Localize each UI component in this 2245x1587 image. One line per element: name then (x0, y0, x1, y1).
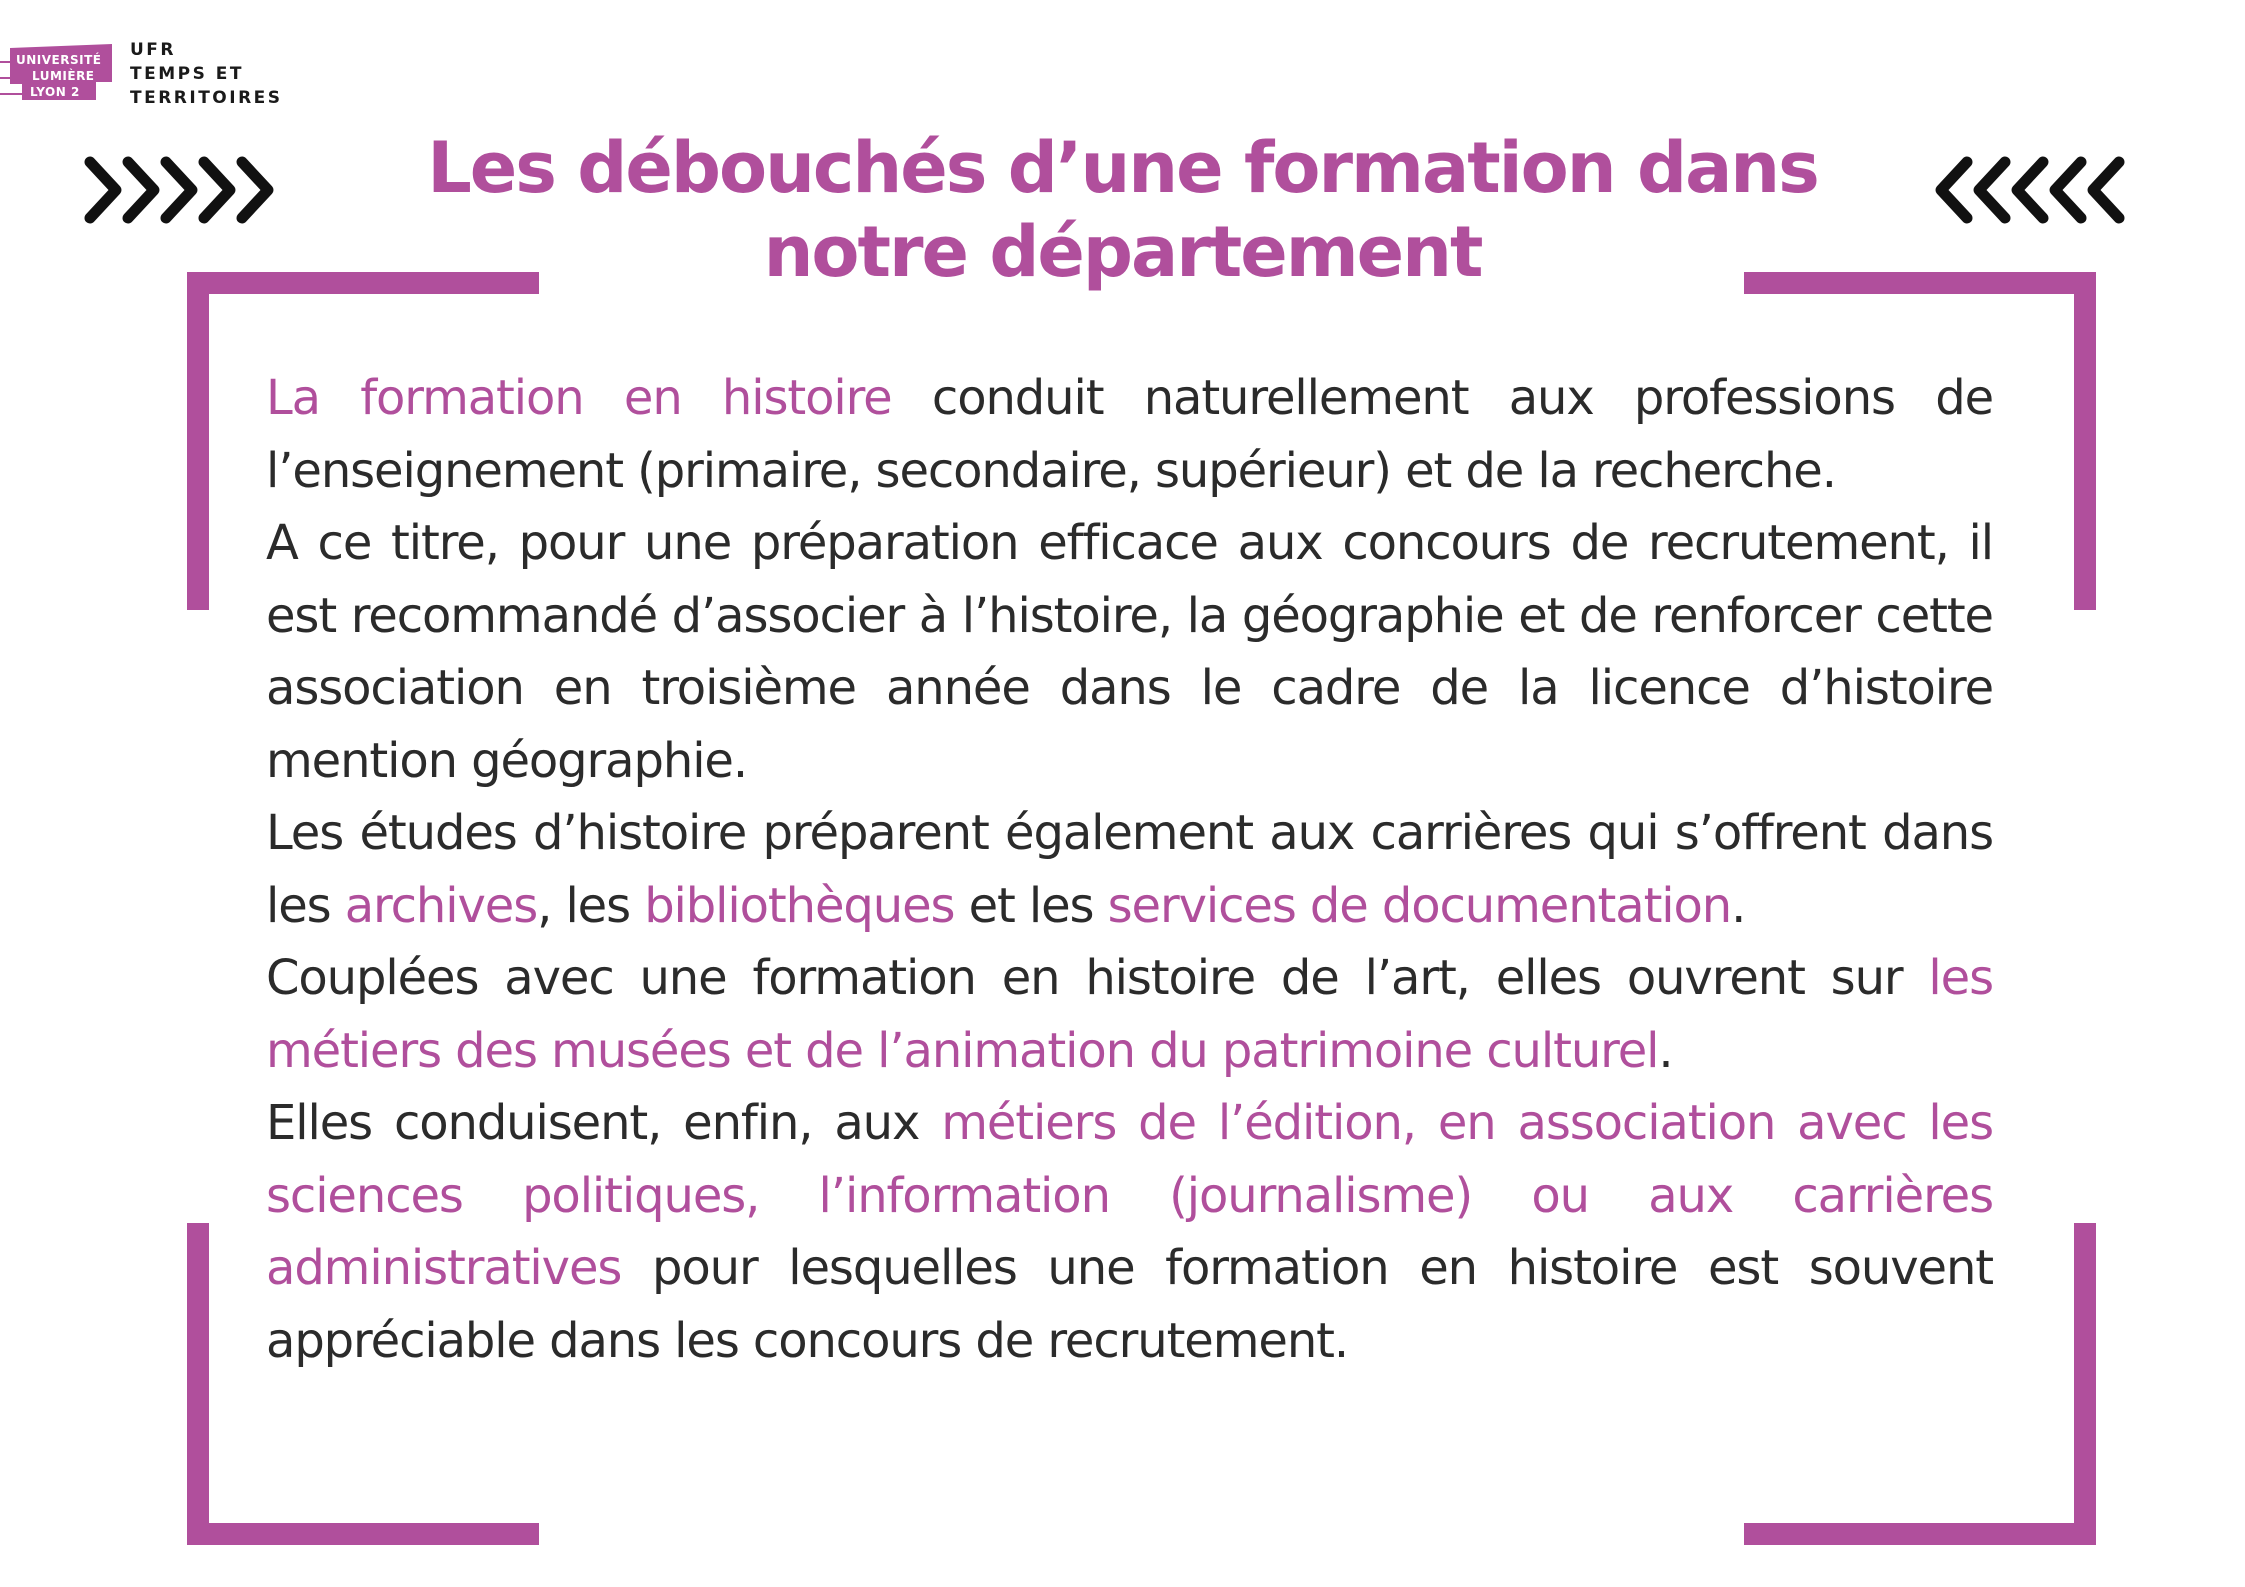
page-title (420, 126, 1825, 294)
highlight-bibliotheques: bibliothèques (644, 877, 955, 934)
highlight-metiers-edition: métiers de l’édition, en association avec les sciences politiques, l’information (journalisme) ou aux carrières administratives (266, 1095, 1993, 1296)
text-segment: pour lesquelles une formation en histoire est souvent appréciable dans les concours de recrutement. (266, 1240, 1993, 1369)
text-segment: conduit naturellement aux professions de l’enseignement (primaire, secondaire, supérieur) et de la recherche. (266, 370, 1993, 499)
paragraph (266, 797, 1993, 942)
ufr-line-2: TEMPS ET (130, 64, 244, 84)
text-segment: Couplées avec une formation en histoire de l’art, elles ouvrent sur (266, 950, 1929, 1006)
text-segment: . (1658, 1022, 1673, 1079)
highlight-metiers-musees: les métiers des musées et de l’animation du patrimoine culturel (266, 950, 1993, 1079)
double-chevron-left-icon (1933, 150, 2145, 230)
text-segment: Les études d’histoire préparent également aux carrières qui s’offrent dans les (266, 805, 1993, 934)
title-line-1: Les débouchés d’une formation dans (427, 127, 1818, 209)
paragraph (266, 942, 1993, 1087)
paragraph (266, 507, 1993, 797)
text-segment: , les (537, 877, 645, 934)
univ-logo-line-1: UNIVERSITÉ (16, 53, 102, 67)
highlight-formation-histoire: La formation en histoire (266, 370, 892, 426)
title-line-2: notre département (763, 211, 1482, 293)
paragraph (266, 1087, 1993, 1377)
paragraph (266, 362, 1993, 507)
text-segment: A ce titre, pour une préparation efficace aux concours de recrutement, il est recommandé d’associer à l’histoire, la géographie et de renforcer cette association en troisième année dans le cadre de la licence d’histoire mention géographie. (266, 515, 1993, 789)
text-segment: . (1731, 877, 1746, 934)
univ-logo-line-3: LYON 2 (30, 85, 80, 99)
highlight-archives: archives (344, 877, 538, 934)
univ-logo-line-2: LUMIÈRE (32, 69, 95, 83)
main-content (266, 362, 1993, 1377)
text-segment: Elles conduisent, enfin, aux (266, 1095, 942, 1151)
ufr-line-3: TERRITOIRES (130, 88, 283, 108)
text-segment: et les (954, 877, 1108, 934)
ufr-line-1: UFR (130, 40, 177, 60)
ufr-logo (130, 38, 283, 110)
highlight-services-documentation: services de documentation (1107, 877, 1732, 934)
universite-lyon2-logo (0, 44, 112, 100)
double-chevron-right-icon (82, 150, 294, 230)
